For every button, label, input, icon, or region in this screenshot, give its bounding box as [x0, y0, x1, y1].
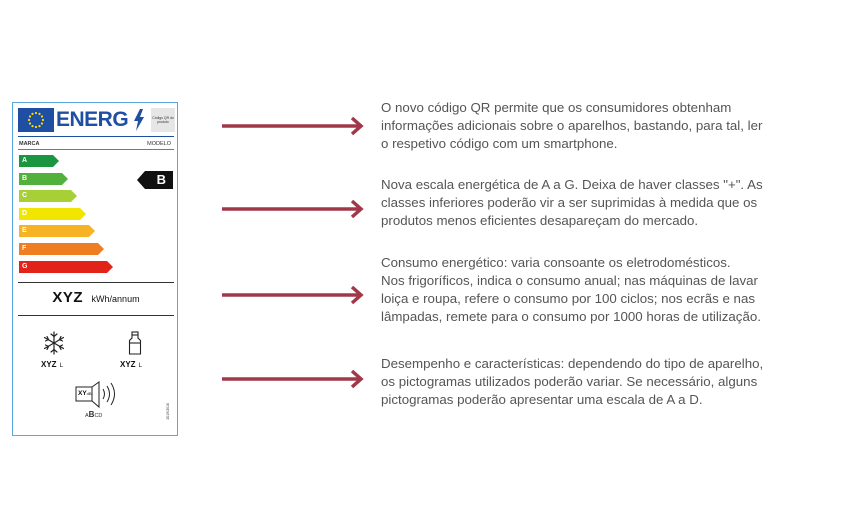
- fridge-volume: [120, 360, 142, 369]
- description-line: Nos frigoríficos, indica o consumo anual; nas máquinas de lavar: [381, 273, 758, 288]
- energy-class-bar-g: G: [19, 261, 107, 273]
- energy-class-bar-b: B: [19, 173, 62, 185]
- noise-class-scale: [85, 410, 102, 419]
- fridge-volume-unit: L: [138, 363, 142, 369]
- label-header: [18, 108, 174, 134]
- lightning-bolt-icon: [133, 109, 145, 131]
- selected-class-marker: B: [145, 171, 173, 189]
- noise-scale-cd: CD: [94, 413, 103, 419]
- consumption-divider-top: [18, 282, 174, 283]
- noise-scale-b: B: [88, 410, 95, 419]
- description-line: informações adicionais sobre o aparelhos, bastando, para tal, ler: [381, 118, 763, 133]
- regulation-number: 2019/2016: [166, 403, 170, 420]
- description-line: Consumo energético: varia consoante os eletrodomésticos.: [381, 255, 731, 270]
- noise-unit: dB: [86, 391, 92, 396]
- description-line: Nova escala energética de A a G. Deixa de haver classes "+". As: [381, 177, 763, 192]
- energy-class-bar-e: E: [19, 225, 89, 237]
- description-line: os pictogramas utilizados poderão variar. Se necessário, alguns: [381, 374, 758, 389]
- description-line: produtos menos eficientes desapareçam do mercado.: [381, 213, 699, 228]
- arrow-icon-scale: [221, 198, 367, 220]
- description-line: classes inferiores poderão vir a ser suprimidas à medida que os: [381, 195, 758, 210]
- description-line: Desempenho e características: dependendo do tipo de aparelho,: [381, 356, 764, 371]
- energy-class-bar-a: A: [19, 155, 53, 167]
- energy-consumption: [13, 289, 179, 307]
- noise-value-text: XY: [78, 390, 87, 397]
- scale-divider: [18, 149, 174, 150]
- description-line: loiça e roupa, refere o consumo por 100 ciclos; nos ecrãs e nas: [381, 291, 755, 306]
- description-energy-consumption: [381, 254, 843, 326]
- freezer-volume-value: XYZ: [41, 360, 57, 369]
- model-label: MODELO: [147, 141, 171, 147]
- arrow-icon-pictograms: [221, 368, 367, 390]
- energy-class-bar-d: D: [19, 208, 80, 220]
- snowflake-icon: [43, 331, 65, 355]
- consumption-unit: kWh/annum: [91, 294, 140, 304]
- description-line: o respetivo código com um smartphone.: [381, 136, 618, 151]
- description-pictograms: [381, 355, 843, 409]
- arrow-icon-qr: [221, 115, 367, 137]
- description-line: O novo código QR permite que os consumidores obtenham: [381, 100, 732, 115]
- noise-scale-a: A: [85, 413, 89, 419]
- energy-class-bar-f: F: [19, 243, 98, 255]
- brand-label: MARCA: [19, 141, 40, 147]
- header-divider: [18, 136, 174, 137]
- energy-header-text: ENERG: [56, 108, 129, 131]
- qr-code-text: Código QR do produto: [152, 116, 174, 124]
- arrow-icon-consumption: [221, 284, 367, 306]
- eu-flag-icon: [18, 108, 54, 132]
- noise-value: [78, 390, 92, 397]
- consumption-value: XYZ: [52, 289, 84, 306]
- qr-code-placeholder: [151, 108, 175, 132]
- fridge-volume-value: XYZ: [120, 360, 136, 369]
- description-qr-code: [381, 99, 843, 153]
- description-energy-scale: [381, 176, 843, 230]
- energy-class-bar-c: C: [19, 190, 71, 202]
- freezer-volume-unit: L: [59, 363, 63, 369]
- description-line: lâmpadas, remete para o consumo por 1000 horas de utilização.: [381, 309, 761, 324]
- description-line: pictogramas poderão apresentar uma escala de A a D.: [381, 392, 703, 407]
- freezer-volume: [41, 360, 63, 369]
- bottle-icon: [128, 331, 142, 355]
- consumption-divider-bottom: [18, 315, 174, 316]
- energy-label: [12, 102, 178, 436]
